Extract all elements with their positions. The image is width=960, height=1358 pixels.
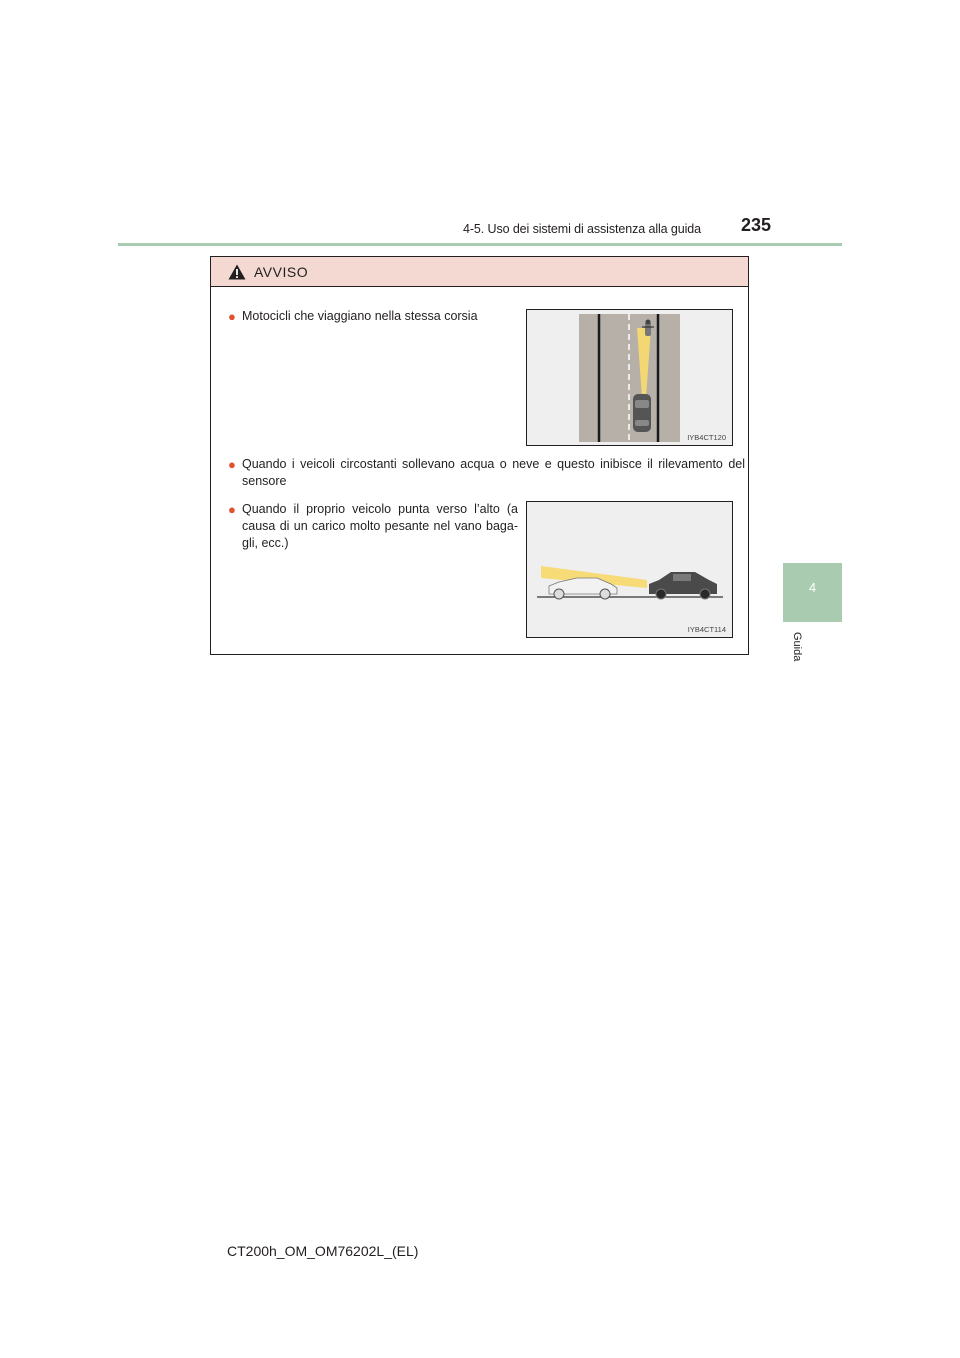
warning-header bbox=[211, 257, 748, 287]
own-car-icon bbox=[633, 394, 651, 432]
nose-up-illustration bbox=[527, 502, 732, 637]
warning-item-nose-up bbox=[228, 501, 518, 552]
figure-motorcycle-lane bbox=[526, 309, 733, 446]
figure-code: IYB4CT114 bbox=[687, 625, 726, 634]
chapter-tab[interactable] bbox=[783, 563, 842, 622]
document-code: CT200h_OM_OM76202L_(EL) bbox=[227, 1243, 419, 1259]
chapter-number: 4 bbox=[808, 580, 817, 595]
motorcycle-lane-illustration bbox=[527, 310, 732, 445]
warning-triangle-icon bbox=[228, 264, 246, 280]
lead-car-icon bbox=[649, 572, 717, 599]
bullet-icon: ● bbox=[228, 457, 236, 472]
figure-nose-up-vehicle bbox=[526, 501, 733, 638]
warning-title: AVVISO bbox=[254, 263, 309, 280]
chapter-label: Guida bbox=[791, 632, 803, 662]
header-section-title: 4-5. Uso dei sistemi di assistenza alla guida bbox=[463, 222, 701, 236]
page-number: 235 bbox=[741, 215, 772, 235]
bullet-icon: ● bbox=[228, 502, 236, 517]
warning-item-text: Quando il proprio veicolo punta verso l’alto (a causa di un carico molto pesante nel vano baga-gli, ecc.) bbox=[242, 502, 518, 550]
warning-item-text: Quando i veicoli circostanti sollevano acqua o neve e questo inibisce il rilevamento del sensore bbox=[242, 457, 745, 488]
warning-item-text: Motocicli che viaggiano nella stessa corsia bbox=[242, 309, 478, 323]
warning-item-motorcycles bbox=[228, 308, 518, 325]
warning-item-water-snow bbox=[228, 456, 745, 490]
warning-box bbox=[210, 256, 749, 655]
bullet-icon: ● bbox=[228, 309, 236, 324]
figure-code: IYB4CT120 bbox=[687, 433, 726, 442]
header-divider bbox=[118, 243, 842, 246]
